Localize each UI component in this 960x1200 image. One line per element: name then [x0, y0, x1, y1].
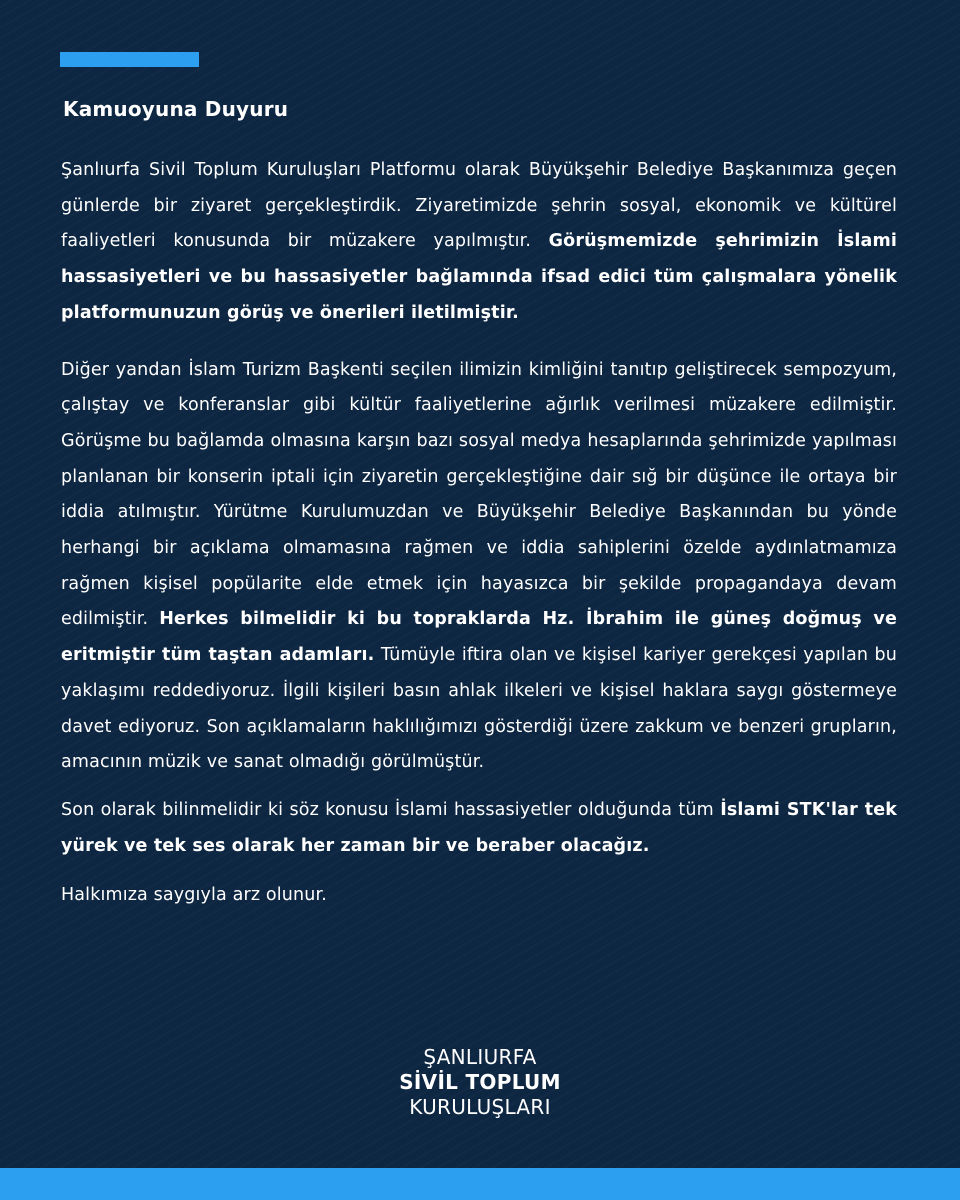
paragraph-1: [61, 153, 897, 332]
signature-block: [380, 1045, 580, 1120]
announcement-body: [61, 153, 897, 914]
signature-line-3: KURULUŞLARI: [409, 1095, 551, 1119]
paragraph-2-bold: Herkes bilmelidir ki bu topraklarda Hz. İbrahim ile güneş doğmuş ve eritmiştir tüm taştan adamları.: [61, 609, 897, 666]
top-accent-bar: [60, 52, 199, 67]
paragraph-2: [61, 353, 897, 781]
paragraph-3-bold: İslami STK'lar tek yürek ve tek ses olarak her zaman bir ve beraber olacağız.: [61, 799, 898, 856]
paragraph-3: [61, 793, 897, 864]
paragraph-2-text-a: Diğer yandan İslam Turizm Başkenti seçilen ilimizin kimliğini tanıtıp geliştirecek sempozyum, çalıştay ve konferanslar gibi kültür faaliyetlerine ağırlık verilmesi müzakere edilmiştir. Görüşme bu bağlamda olmasına karşın bazı sosyal medya hesaplarında şehrimizde yapılması planlanan bir konserin iptali için ziyaretin gerçekleştiğine dair sığ bir düşünce ile ortaya bir iddia atılmıştır. Yürütme Kurulumuzdan ve Büyükşehir Belediye Başkanından bu yönde herhangi bir açıklama olmamasına rağmen ve iddia sahiplerini özelde aydınlatmamıza rağmen kişisel popülarite elde etmek için hayasızca bir şekilde propagandaya devam edilmiştir.: [61, 359, 897, 630]
closing-line: Halkımıza saygıyla arz olunur.: [61, 885, 327, 906]
paragraph-3-text: Son olarak bilinmelidir ki söz konusu İslami hassasiyetler olduğunda tüm: [61, 799, 714, 820]
signature-line-1: ŞANLIURFA: [423, 1045, 537, 1069]
paragraph-1-bold: Görüşmemizde şehrimizin İslami hassasiyetleri ve bu hassasiyetler bağlamında ifsad edici tüm çalışmalara yönelik platformunuzun görüş ve önerileri iletilmiştir.: [61, 231, 897, 323]
bottom-accent-bar: [0, 1168, 960, 1200]
paragraph-2-text-b: Tümüyle iftira olan ve kişisel kariyer gerekçesi yapılan bu yaklaşımı reddediyoruz. İlgili kişileri basın ahlak ilkeleri ve kişisel haklara saygı göstermeye davet ediyoruz. Son açıklamaların haklılığımızı gösterdiği üzere zakkum ve benzeri grupların, amacının müzik ve sanat olmadığı görülmüştür.: [61, 645, 898, 773]
paragraph-1-text: Şanlıurfa Sivil Toplum Kuruluşları Platformu olarak Büyükşehir Belediye Başkanımıza geçen günlerde bir ziyaret gerçekleştirdik. Ziyaretimizde şehrin sosyal, ekonomik ve kültürel faaliyetleri konusunda bir müzakere yapılmıştır.: [61, 160, 897, 252]
page-title: Kamuoyuna Duyuru: [63, 97, 289, 121]
signature-line-2: SİVİL TOPLUM: [399, 1070, 561, 1094]
